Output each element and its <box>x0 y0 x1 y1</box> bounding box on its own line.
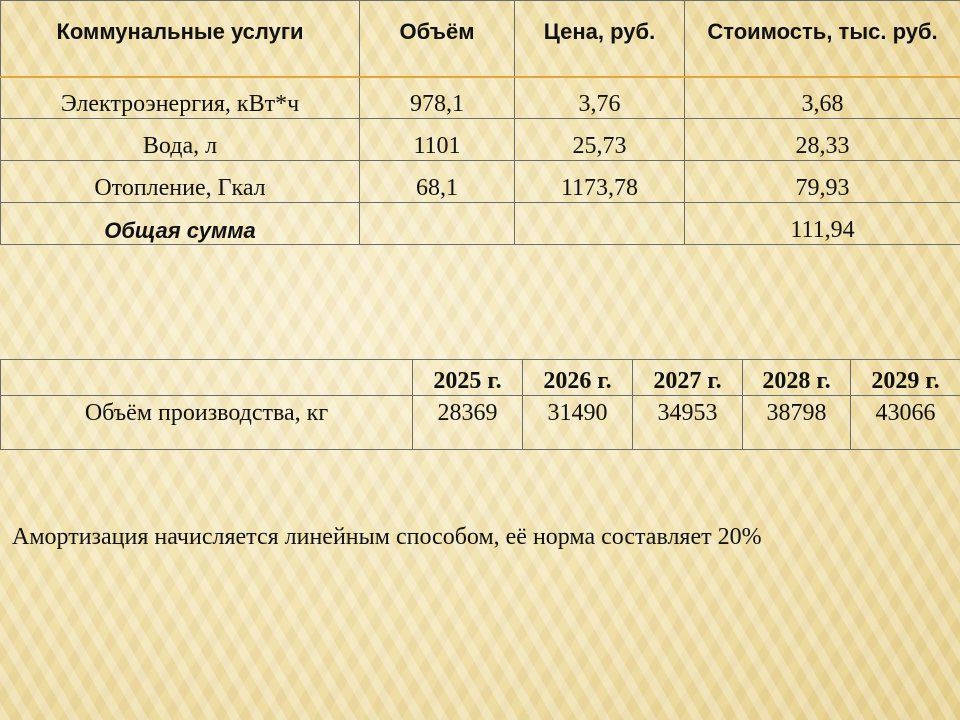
service-cell: Электроэнергия, кВт*ч <box>1 77 360 119</box>
year-header: 2029 г. <box>851 360 960 396</box>
table-row <box>1 77 960 119</box>
header-cost: Стоимость, тыс. руб. <box>685 1 960 77</box>
depreciation-note: Амортизация начисляется линейным способом, её норма составляет 20% <box>12 524 762 550</box>
year-header: 2025 г. <box>413 360 523 396</box>
cost-cell: 3,68 <box>685 77 960 119</box>
production-table <box>0 359 960 450</box>
header-service: Коммунальные услуги <box>1 1 360 77</box>
volume-cell: 68,1 <box>360 161 515 203</box>
total-volume-cell <box>360 203 515 245</box>
production-value: 34953 <box>633 396 743 450</box>
table-row <box>1 396 960 450</box>
service-cell: Отопление, Гкал <box>1 161 360 203</box>
table-row <box>1 119 960 161</box>
year-header: 2026 г. <box>523 360 633 396</box>
price-cell: 3,76 <box>515 77 685 119</box>
cost-cell: 28,33 <box>685 119 960 161</box>
header-empty <box>1 360 413 396</box>
production-header-row <box>1 360 960 396</box>
utilities-header-row <box>1 1 960 77</box>
production-value: 38798 <box>743 396 851 450</box>
utilities-table <box>0 0 960 245</box>
cost-cell: 79,93 <box>685 161 960 203</box>
price-cell: 25,73 <box>515 119 685 161</box>
year-header: 2027 г. <box>633 360 743 396</box>
header-price: Цена, руб. <box>515 1 685 77</box>
volume-cell: 1101 <box>360 119 515 161</box>
total-row <box>1 203 960 245</box>
production-value: 31490 <box>523 396 633 450</box>
production-value: 28369 <box>413 396 523 450</box>
table-row <box>1 161 960 203</box>
header-volume: Объём <box>360 1 515 77</box>
production-value: 43066 <box>851 396 960 450</box>
total-price-cell <box>515 203 685 245</box>
production-label: Объём производства, кг <box>1 396 413 450</box>
volume-cell: 978,1 <box>360 77 515 119</box>
service-cell: Вода, л <box>1 119 360 161</box>
year-header: 2028 г. <box>743 360 851 396</box>
total-label: Общая сумма <box>1 203 360 245</box>
price-cell: 1173,78 <box>515 161 685 203</box>
total-cost-cell: 111,94 <box>685 203 960 245</box>
